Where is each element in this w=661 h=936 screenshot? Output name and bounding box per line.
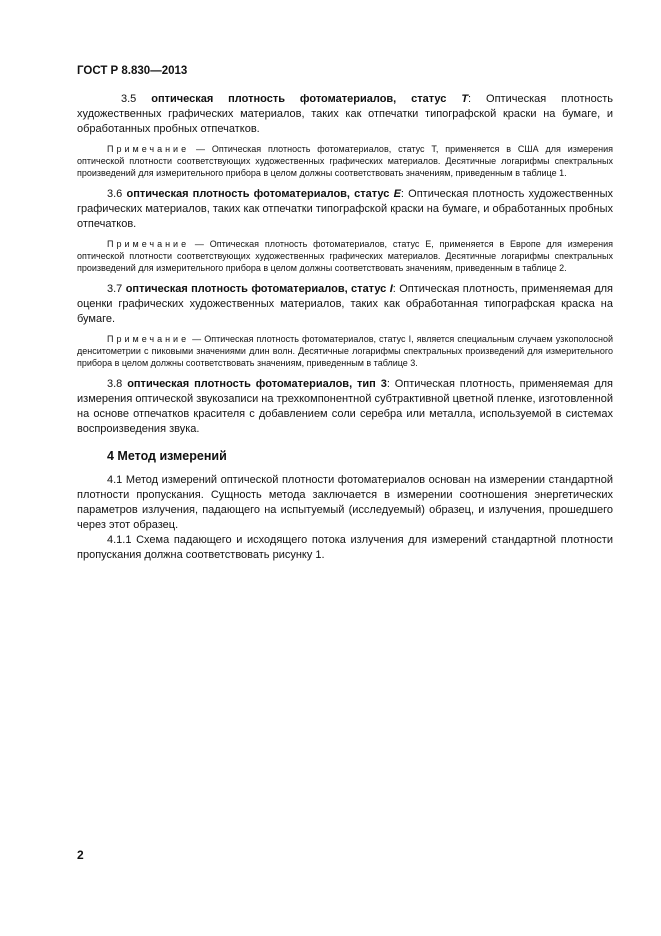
page-number: 2	[77, 848, 84, 862]
term-definition: : Оптическая плотность, применяемая для оценки графических художественных материалов, таких как обработанная типографская краска на бумаге.	[77, 283, 613, 325]
term-title: оптическая плотность фотоматериалов, статус	[125, 283, 390, 295]
term-title: оптическая плотность фотоматериалов, тип 3	[127, 378, 387, 390]
term-3-6	[77, 187, 613, 232]
note-3-6	[77, 238, 613, 274]
term-definition: : Оптическая плотность художественных графических материалов, таких как отпечатки типографской краски на бумаге, и обработанных пробных отпечатков.	[77, 188, 613, 230]
paragraph-4-1-1: 4.1.1 Схема падающего и исходящего потока излучения для измерений стандартной плотности пропускания должна соответствовать рисунку 1.	[77, 534, 613, 561]
note-3-5	[77, 143, 613, 179]
page-content	[77, 92, 613, 569]
term-title: оптическая плотность фотоматериалов, статус	[151, 93, 462, 105]
section-title: 4 Метод измерений	[107, 449, 227, 463]
paragraph-4-1: 4.1 Метод измерений оптической плотности фотоматериалов основан на измерении стандартной плотности пропускания. Сущность метода заключается в измерении соотношения энергетических параметров излучения, падающего на испытуемый (исследуемый) образец, и излучения, прошедшего через этот образец.	[77, 474, 613, 531]
note-3-7	[77, 333, 613, 369]
term-number: 3.8	[107, 378, 123, 390]
document-code-header: ГОСТ Р 8.830—2013	[77, 65, 188, 77]
term-number: 3.6	[107, 188, 123, 200]
note-text: — Оптическая плотность фотоматериалов, статус I, является специальным случаем узкополосной денситометрии с пиковыми значениями длин волн. Десятичные логарифмы спектральных произведений для измерительного прибора в целом должны соответствовать значениям, приведенным в таблице 3.	[77, 334, 613, 368]
term-3-5	[77, 92, 613, 137]
term-definition: : Оптическая плотность, применяемая для измерения оптической звукозаписи на трехкомпонентной субтрактивной цветной пленке, изготовленной на основе отпечатков красителя с добавлением соли серебра или металла, используемой в системах воспроизведения звука.	[77, 378, 613, 435]
term-3-8	[77, 377, 613, 437]
term-number: 3.7	[107, 283, 123, 295]
note-label: Примечание	[107, 239, 190, 249]
term-number: 3.5	[121, 93, 137, 105]
term-3-7	[77, 282, 613, 327]
term-letter: E	[393, 188, 401, 200]
term-title: оптическая плотность фотоматериалов, статус	[126, 188, 394, 200]
note-label: Примечание	[107, 144, 190, 154]
note-text: — Оптическая плотность фотоматериалов, статус E, применяется в Европе для измерения оптической плотности соответствующих художественных графических материалов. Десятичные логарифмы спектральных произведений для измерительного прибора в целом должны соответствовать значениям, приведенным в таблице 2.	[77, 239, 613, 273]
term-definition: : Оптическая плотность художественных графических материалов, таких как отпечатки типографской краски на бумаге, и обработанных пробных отпечатков.	[77, 93, 613, 135]
note-label: Примечание	[107, 334, 190, 344]
term-letter: I	[389, 283, 393, 295]
note-text: — Оптическая плотность фотоматериалов, статус T, применяется в США для измерения оптической плотности соответствующих художественных графических материалов. Десятичные логарифмы спектральных произведений для измерительного прибора в целом должны соответствовать значениям, приведенным в таблице 1.	[77, 144, 613, 178]
term-letter: T	[461, 93, 469, 105]
